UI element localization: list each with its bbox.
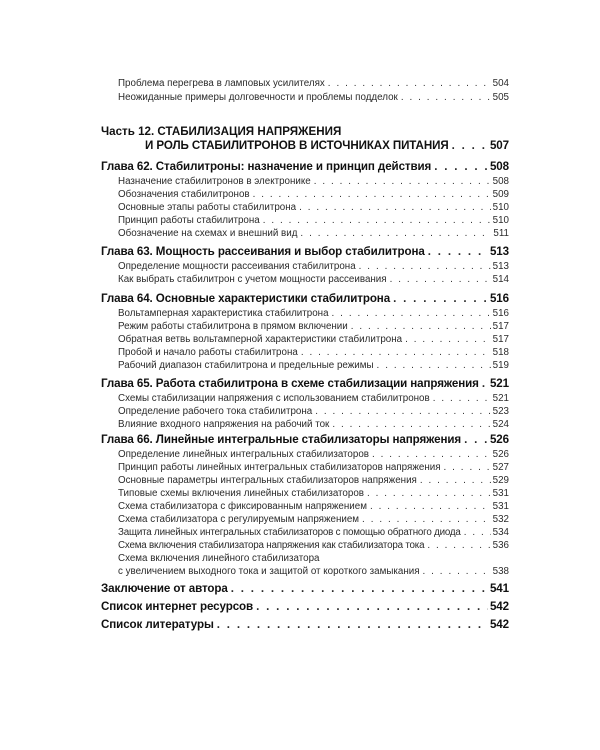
toc-entry-page: 516 — [492, 308, 509, 319]
toc-entry[interactable] — [118, 475, 509, 487]
dot-leader — [362, 514, 491, 526]
toc-entry-title: Обозначение на схемах и внешний вид — [118, 228, 298, 239]
toc-entry-title: Вольтамперная характеристика стабилитрона — [118, 308, 329, 319]
chapter-title: Глава 66. Линейные интегральные стабилизаторы напряжения — [101, 433, 462, 446]
dot-leader — [377, 360, 491, 372]
toc-entry[interactable] — [118, 462, 509, 474]
toc-entry-page: 508 — [492, 176, 509, 187]
toc-entry-page: 526 — [492, 449, 509, 460]
chapter-title: Глава 62. Стабилитроны: назначение и принцип действия — [101, 160, 432, 173]
dot-leader — [428, 245, 488, 259]
dot-leader — [444, 462, 491, 474]
dot-leader — [433, 393, 491, 405]
part-heading-page: 507 — [489, 139, 509, 152]
part-heading-line1: Часть 12. СТАБИЛИЗАЦИЯ НАПРЯЖЕНИЯ — [101, 125, 342, 138]
chapter-page: 516 — [489, 292, 509, 305]
part-heading[interactable] — [145, 139, 509, 153]
toc-entry-title: Защита линейных интегральных стабилизаторов с помощью обратного диода — [118, 527, 461, 538]
chapter-title: Глава 65. Работа стабилитрона в схеме стабилизации напряжения — [101, 377, 479, 390]
toc-entry-page: 538 — [492, 566, 509, 577]
toc-entry-page: 531 — [492, 488, 509, 499]
toc-entry[interactable] — [118, 228, 509, 240]
toc-entry[interactable] — [118, 488, 509, 500]
dot-leader — [372, 449, 491, 461]
toc-entry-page: 531 — [492, 501, 509, 512]
toc-entry[interactable] — [118, 176, 509, 188]
toc-entry-title: Неожиданные примеры долговечности и проблемы подделок — [118, 92, 398, 103]
toc-entry-page: 511 — [493, 228, 509, 239]
toc-entry[interactable] — [118, 540, 509, 552]
dot-leader — [299, 202, 491, 214]
chapter-page: 526 — [489, 433, 509, 446]
toc-entry[interactable] — [118, 215, 509, 227]
toc-entry-title: Пробой и начало работы стабилитрона — [118, 347, 298, 358]
toc-entry[interactable] — [118, 92, 509, 104]
dot-leader — [217, 618, 488, 632]
toc-section-heading[interactable] — [101, 600, 509, 614]
toc-entry-page: 509 — [492, 189, 509, 200]
chapter-title: Глава 63. Мощность рассеивания и выбор стабилитрона — [101, 245, 425, 258]
dot-leader — [253, 189, 491, 201]
toc-entry-title: Схемы стабилизации напряжения с использованием стабилитронов — [118, 393, 430, 404]
dot-leader — [464, 433, 488, 447]
toc-entry[interactable] — [118, 261, 509, 273]
toc-entry-title: Основные параметры интегральных стабилизаторов напряжения — [118, 475, 417, 486]
toc-entry-title: Влияние входного напряжения на рабочий ток — [118, 419, 330, 430]
toc-entry-page: 527 — [492, 462, 509, 473]
dot-leader — [359, 261, 491, 273]
dot-leader — [405, 334, 491, 346]
toc-entry-title: Основные этапы работы стабилитрона — [118, 202, 297, 213]
toc-entry-page: 521 — [492, 393, 509, 404]
dot-leader — [393, 292, 488, 306]
dot-leader — [351, 321, 491, 333]
dot-leader — [301, 347, 491, 359]
toc-section-heading[interactable] — [101, 618, 509, 632]
toc-entry-title: Принцип работы стабилитрона — [118, 215, 260, 226]
chapter-page: 521 — [489, 377, 509, 390]
toc-entry-title: Схема стабилизатора с регулируемым напряжением — [118, 514, 360, 525]
toc-entry-page: 504 — [492, 78, 509, 89]
chapter-heading[interactable] — [101, 245, 509, 259]
section-title: Список литературы — [101, 618, 214, 631]
toc-entry[interactable] — [118, 334, 509, 346]
toc-entry-title-line2: с увеличением выходного тока и защитой от короткого замыкания — [118, 566, 420, 577]
chapter-heading[interactable] — [101, 292, 509, 306]
chapter-title: Глава 64. Основные характеристики стабилитрона — [101, 292, 391, 305]
toc-entry-page: 510 — [492, 215, 509, 226]
dot-leader — [434, 160, 488, 174]
section-title: Список интернет ресурсов — [101, 600, 254, 613]
dot-leader — [315, 406, 490, 418]
dot-leader — [263, 215, 491, 227]
dot-leader — [427, 540, 490, 552]
section-page: 542 — [489, 618, 509, 631]
section-title: Заключение от автора — [101, 582, 228, 595]
chapter-heading[interactable] — [101, 433, 509, 447]
toc-entry[interactable] — [118, 189, 509, 201]
chapter-heading[interactable] — [101, 160, 509, 174]
toc-entry[interactable] — [118, 406, 509, 418]
toc-entry-title: Схема стабилизатора с фиксированным напряжением — [118, 501, 367, 512]
dot-leader — [231, 582, 488, 596]
toc-entry[interactable] — [118, 274, 509, 286]
toc-entry-page: 505 — [492, 92, 509, 103]
toc-entry-title-line1[interactable]: Схема включения линейного стабилизатора — [118, 553, 320, 564]
toc-entry-page: 514 — [492, 274, 509, 285]
toc-entry[interactable] — [118, 514, 509, 526]
dot-leader — [482, 377, 488, 391]
toc-entry-title: Определение мощности рассеивания стабилитрона — [118, 261, 356, 272]
toc-entry[interactable] — [118, 449, 509, 461]
toc-entry-page: 517 — [492, 334, 509, 345]
dot-leader — [367, 488, 491, 500]
toc-entry-title: Рабочий диапазон стабилитрона и предельные режимы — [118, 360, 374, 371]
dot-leader — [332, 308, 491, 320]
toc-entry-title: Обратная ветвь вольтамперной характеристики стабилитрона — [118, 334, 403, 345]
toc-entry-title: Проблема перегрева в ламповых усилителях — [118, 78, 325, 89]
toc-entry[interactable] — [118, 78, 509, 90]
toc-entry[interactable] — [118, 501, 509, 513]
toc-section-heading[interactable] — [101, 582, 509, 596]
toc-entry[interactable] — [118, 202, 509, 214]
dot-leader — [256, 600, 488, 614]
toc-entry[interactable] — [118, 566, 509, 578]
toc-entry-page: 513 — [492, 261, 509, 272]
toc-entry-title: Определение линейных интегральных стабилизаторов — [118, 449, 369, 460]
toc-entry-title: Определение рабочего тока стабилитрона — [118, 406, 313, 417]
dot-leader — [370, 501, 491, 513]
toc-entry-page: 532 — [492, 514, 509, 525]
toc-entry-page: 519 — [492, 360, 509, 371]
toc-entry-page: 536 — [492, 540, 509, 551]
dot-leader — [464, 527, 491, 539]
section-page: 541 — [489, 582, 509, 595]
chapter-heading[interactable] — [101, 377, 509, 391]
toc-entry[interactable] — [118, 393, 509, 405]
chapter-page: 508 — [489, 160, 509, 173]
toc-entry-title: Режим работы стабилитрона в прямом включении — [118, 321, 348, 332]
toc-entry-page: 534 — [492, 527, 509, 538]
toc-entry[interactable] — [118, 308, 509, 320]
toc-entry-page: 518 — [492, 347, 509, 358]
chapter-page: 513 — [489, 245, 509, 258]
toc-entry-title: Типовые схемы включения линейных стабилизаторов — [118, 488, 364, 499]
dot-leader — [300, 228, 491, 240]
dot-leader — [423, 566, 491, 578]
dot-leader — [390, 274, 491, 286]
dot-leader — [314, 176, 491, 188]
toc-entry-page: 524 — [492, 419, 509, 430]
toc-entry-title: Обозначения стабилитронов — [118, 189, 250, 200]
toc-entry[interactable] — [118, 360, 509, 372]
toc-entry-page: 523 — [492, 406, 509, 417]
toc-entry-title: Назначение стабилитронов в электронике — [118, 176, 311, 187]
toc-entry[interactable] — [118, 419, 509, 431]
toc-entry-title: Как выбрать стабилитрон с учетом мощности рассеивания — [118, 274, 387, 285]
toc-entry-title: Схема включения стабилизатора напряжения как стабилизатора тока — [118, 540, 425, 551]
part-heading-line2: И РОЛЬ СТАБИЛИТРОНОВ В ИСТОЧНИКАХ ПИТАНИЯ — [145, 139, 449, 152]
toc-entry[interactable] — [118, 527, 509, 539]
toc-entry-page: 517 — [492, 321, 509, 332]
section-page: 542 — [489, 600, 509, 613]
toc-entry-page: 529 — [492, 475, 509, 486]
dot-leader — [452, 139, 488, 153]
toc-entry-page: 510 — [492, 202, 509, 213]
dot-leader — [401, 92, 491, 104]
toc-entry-title: Принцип работы линейных интегральных стабилизаторов напряжения — [118, 462, 441, 473]
toc-entry[interactable] — [118, 347, 509, 359]
dot-leader — [332, 419, 490, 431]
dot-leader — [420, 475, 491, 487]
toc-entry[interactable] — [118, 321, 509, 333]
dot-leader — [328, 78, 491, 90]
